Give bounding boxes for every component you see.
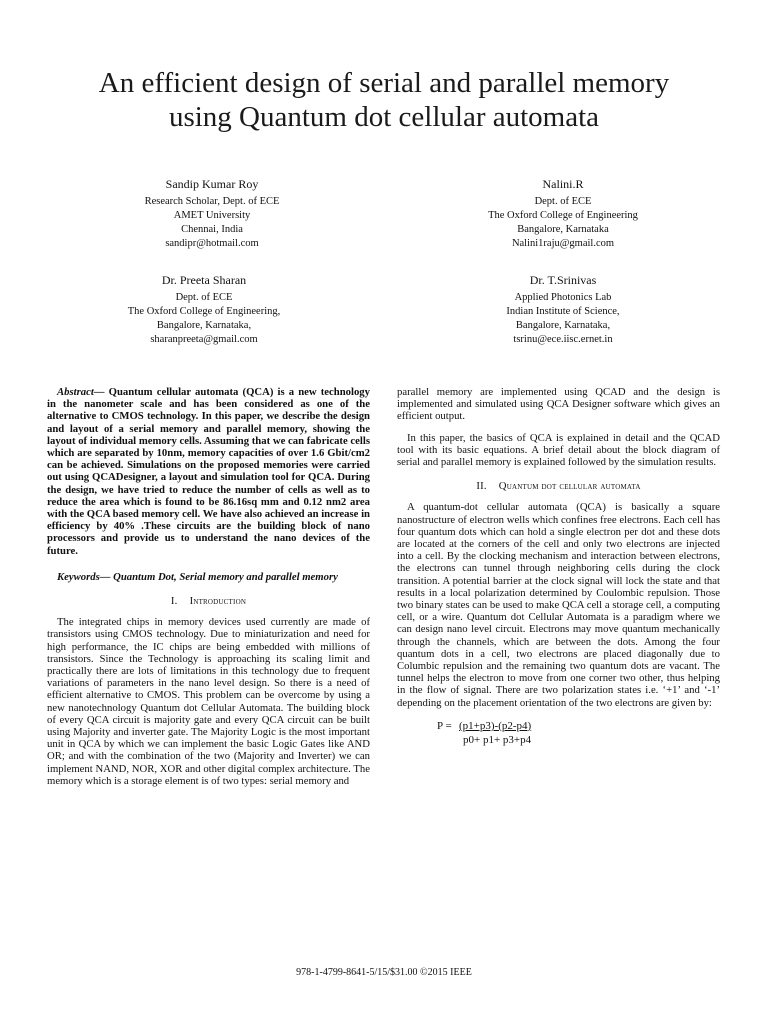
equation-lhs: P =: [437, 719, 452, 732]
author-affiliation: Research Scholar, Dept. of ECE: [144, 196, 280, 207]
author-block-1: [62, 176, 362, 251]
section-number: II.: [476, 480, 487, 493]
author-affiliation: AMET University: [173, 210, 251, 221]
section-heading-qca: [397, 480, 720, 492]
author-affiliation: The Oxford College of Engineering: [488, 210, 638, 221]
equation-denominator: p0+ p1+ p3+p4: [463, 733, 532, 746]
keywords: Keywords— Quantum Dot, Serial memory and parallel memory: [57, 570, 338, 583]
author-name: Dr. Preeta Sharan: [161, 273, 247, 287]
left-column: [47, 386, 370, 787]
author-email: sandipr@hotmail.com: [165, 238, 259, 249]
section-heading-introduction: [47, 595, 370, 607]
abstract-text: Quantum cellular automata (QCA) is a new technology in the nanometer scale and has been considered as one of the alternative to CMOS technology. In this paper, we describe the design and layout of a serial memory and parallel memory, showing the layout of individual memory cells. Assuming that we can fabricate cells which are separated by 10nm, memory capacities of over 1.6 Gbit/cm2 can be achieved. Simulations on the proposed memories were carried out using QCADesigner, a layout and simulation tool for QCA. During the design, we have tried to reduce the number of cells as well as to reduce the area which is found to be 86.16sq mm and 0.12 nm2 area with the QCA based memory cell. We have also achieved an increase in efficiency by 40% .These circuits are the building block of nano processors and provide us to understand the nano devices of the future.: [47, 386, 370, 557]
author-email: sharanpreeta@gmail.com: [150, 334, 258, 345]
section-number: I.: [170, 595, 178, 608]
copyright-footer: 978-1-4799-8641-5/15/$31.00 ©2015 IEEE: [296, 967, 472, 978]
author-affiliation: Chennai, India: [181, 224, 243, 235]
author-affiliation: Bangalore, Karnataka: [517, 224, 609, 235]
author-name: Dr. T.Srinivas: [529, 273, 597, 287]
equation-numerator: (p1+p3)-(p2-p4): [459, 719, 532, 732]
author-name: Nalini.R: [542, 177, 584, 191]
author-email: tsrinu@ece.iisc.ernet.in: [513, 334, 613, 345]
title-line-2: using Quantum dot cellular automata: [168, 101, 600, 133]
polarization-equation: [437, 719, 720, 747]
author-affiliation: Bangalore, Karnataka,: [515, 320, 611, 331]
author-block-4: [413, 272, 713, 347]
author-block-3: [54, 272, 354, 347]
introduction-paragraph-continued: parallel memory are implemented using QCAD and the design is implemented and simulated using QCA Designer software which gives an efficient output.: [397, 386, 720, 423]
author-affiliation: Dept. of ECE: [175, 292, 233, 303]
author-affiliation: Dept. of ECE: [534, 196, 592, 207]
section-title: Quantum dot cellular automata: [498, 480, 641, 493]
title-line-1: An efficient design of serial and parallel memory: [98, 67, 670, 99]
author-name: Sandip Kumar Roy: [165, 177, 259, 191]
author-email: Nalini1raju@gmail.com: [511, 238, 615, 249]
abstract-label: Abstract—: [57, 386, 105, 398]
section-title: Introduction: [189, 595, 247, 608]
right-column: [397, 386, 720, 747]
author-affiliation: The Oxford College of Engineering,: [127, 306, 281, 317]
author-affiliation: Applied Photonics Lab: [514, 292, 612, 303]
author-block-2: [413, 176, 713, 251]
author-affiliation: Indian Institute of Science,: [506, 306, 620, 317]
abstract: [47, 386, 370, 557]
introduction-paragraph-2: In this paper, the basics of QCA is explained in detail and the QCAD tool with its basic equations. A brief detail about the block diagram of serial and parallel memory is explained followed by the simulation results.: [397, 431, 720, 469]
introduction-paragraph: The integrated chips in memory devices used currently are made of transistors using CMOS technology. Due to miniaturization and need for high performance, the IC chips are being embedded with millions of transistors. Since the Technology is approaching its scaling limit and practically there are lots of limitations in this technology due to frequent variations of parameters in the nano level design. So there is a need of efficient alternative to CMOS. This problem can be overcome by using a new nanotechnology Quantum dot Cellular Automata. The building block of every QCA circuit is majority gate and every QCA circuit can be built using Majority and inverter gate. The Majority Logic is the most important unit in QCA by which we can implement the basic Logic Gates like AND OR; and with the combination of the two (Majority and Inverter) we can implement NAND, NOR, XOR and other digital complex architecture. The memory which is a storage element is of two types: serial memory and: [47, 616, 370, 787]
qca-paragraph: A quantum-dot cellular automata (QCA) is basically a square nanostructure of electron wells which confines free electrons. Each cell has four quantum dots which can hold a single electron per dot and these dots are located at the corners of the cell and only two electrons are injected into a cell. By the clocking mechanism and interaction between electrons, the electrons can tunnel through neighboring cells during the clock transition. A potential barrier at the clock signal will lock the state and that results in a local polarization determined by Coulombic repulsion. Those two binary states can be used to make QCA cell a storage cell, a computing cell, or a wire. Quantum dot Cellular Automata is a paradigm where we can design nano level circuit. Electrons may move quantum mechanically through the channels, which are between the dots. Among the four quantum dots in a cell, two electrons are placed diagonally due to Columbic repulsion and the remaining two quantum dots are vacant. The tunnel helps the electron to move from one corner two other, thus helping in the flow of signal. There are two polarization states i.e. ‘+1’ and ‘-1’ depending on the placement orientation of the two electrons are given by:: [397, 501, 720, 709]
paper-title: [40, 66, 728, 134]
author-affiliation: Bangalore, Karnataka,: [156, 320, 252, 331]
